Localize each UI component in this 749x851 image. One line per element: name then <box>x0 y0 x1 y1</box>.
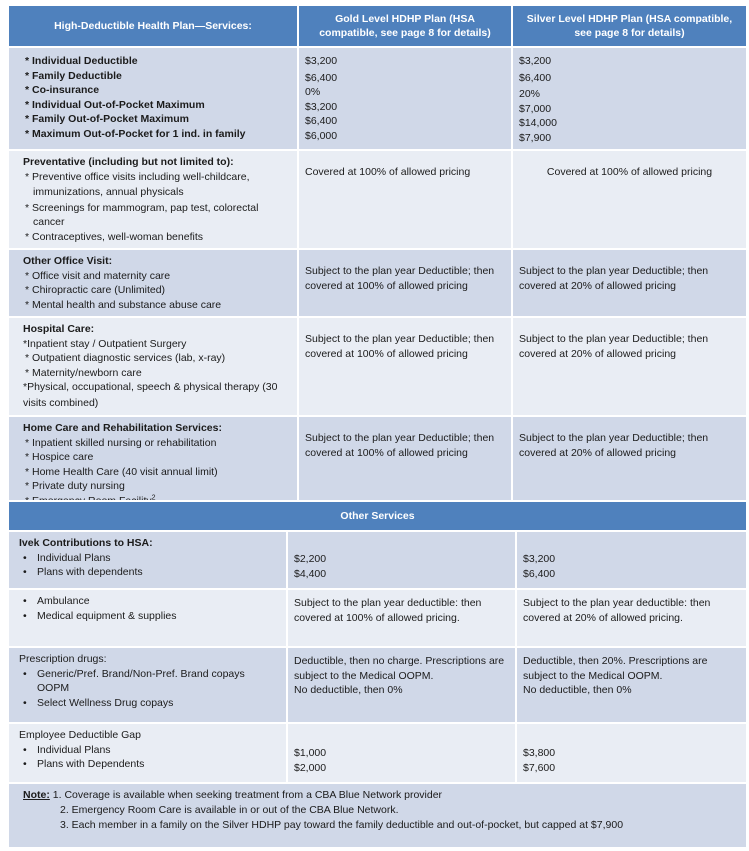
header-gold-plan: Gold Level HDHP Plan (HSA compatible, see page 8 for details) <box>298 5 512 47</box>
gold-family-deductible: $6,400 <box>305 71 338 84</box>
gold-rx-wellness: No deductible, then 0% <box>294 684 403 696</box>
silver-coinsurance: 20% <box>519 88 541 100</box>
list-item: * Mental health and substance abuse care <box>25 298 222 311</box>
list-item: * Preventive office visits including well-childcare, immunizations, annual physicals <box>25 170 250 198</box>
list-item: • Generic/Pref. Brand/Non-Pref. Brand copays OOPM <box>19 667 278 696</box>
list-item: * Home Health Care (40 visit annual limit) <box>25 465 218 478</box>
list-item: * Co-insurance <box>25 84 100 96</box>
row-prescription-drugs <box>8 647 747 723</box>
list-item: • Individual Plans <box>19 551 278 566</box>
silver-gap-dependents: $7,600 <box>523 761 556 774</box>
section-title: Employee Deductible Gap <box>19 729 141 741</box>
list-item: * Individual Out-of-Pocket Maximum <box>25 98 205 111</box>
silver-max-oop-one-individual: $7,900 <box>519 131 552 144</box>
gold-hsa-individual: $2,200 <box>294 553 327 565</box>
header-services: High-Deductible Health Plan—Services: <box>8 5 298 47</box>
hdhp-services-table <box>7 4 748 514</box>
home-care-gold: Subject to the plan year Deductible; then covered at 100% of allowed pricing <box>298 416 512 513</box>
ambulance-silver: Subject to the plan year deductible: then covered at 20% of allowed pricing. <box>516 589 747 647</box>
office-visit-silver: Subject to the plan year Deductible; then covered at 20% of allowed pricing <box>512 249 747 317</box>
gold-rx-text: Deductible, then no charge. Prescriptions are subject to the Medical OOPM. <box>294 655 505 682</box>
ambulance-services <box>8 589 287 647</box>
gold-gap-dependents: $2,000 <box>294 761 327 774</box>
note-line-3: 3. Each member in a family on the Silver HDHP pay toward the family deductible and out-of-pocket, but capped at $7,900 <box>60 819 624 831</box>
list-item: * Outpatient diagnostic services (lab, x-ray) <box>25 352 226 364</box>
ambulance-gold: Subject to the plan year deductible: then covered at 100% of allowed pricing. <box>287 589 516 647</box>
hsa-contributions-services <box>8 531 287 589</box>
note-line-2: 2. Emergency Room Care is available in or out of the CBA Blue Network. <box>60 804 399 816</box>
list-item: * Contraceptives, well-woman benefits <box>25 230 203 243</box>
header-other-services: Other Services <box>8 501 747 531</box>
row-preventative <box>8 150 747 249</box>
section-title: Preventative (including but not limited to): <box>23 156 234 168</box>
list-item: • Plans with dependents <box>19 565 278 580</box>
hsa-silver <box>516 531 747 589</box>
hospital-care-services <box>8 317 298 416</box>
office-visit-gold: Subject to the plan year Deductible; then covered at 100% of allowed pricing <box>298 249 512 317</box>
silver-gap-individual: $3,800 <box>523 747 556 759</box>
office-visit-services <box>8 249 298 317</box>
header-silver-plan: Silver Level HDHP Plan (HSA compatible, see page 8 for details) <box>512 5 747 47</box>
silver-rx-text: Deductible, then 20%. Prescriptions are subject to the Medical OOPM. <box>523 655 708 682</box>
note-line-1 <box>23 788 738 803</box>
list-item: • Medical equipment & supplies <box>19 609 278 624</box>
silver-hsa-individual: $3,200 <box>523 553 556 565</box>
preventative-gold: Covered at 100% of allowed pricing <box>298 150 512 249</box>
gold-family-oop-max: $6,400 <box>305 115 338 127</box>
prescription-services <box>8 647 287 723</box>
list-item: • Plans with Dependents <box>19 757 278 772</box>
note-label: Note: <box>23 789 50 801</box>
section-title: Prescription drugs: <box>19 653 107 665</box>
list-item: • Select Wellness Drug copays <box>19 696 278 711</box>
row-office-visit <box>8 249 747 317</box>
list-item: * Family Deductible <box>25 69 122 82</box>
summary-gold-values <box>298 47 512 150</box>
other-services-table <box>7 500 748 849</box>
silver-hsa-dependents: $6,400 <box>523 567 556 580</box>
gold-gap-individual: $1,000 <box>294 747 327 759</box>
list-item: * Inpatient skilled nursing or rehabilitation <box>25 436 217 449</box>
list-item: *Inpatient stay / Outpatient Surgery <box>23 337 187 350</box>
gold-hsa-dependents: $4,400 <box>294 567 327 580</box>
hospital-care-silver: Subject to the plan year Deductible; then covered at 20% of allowed pricing <box>512 317 747 416</box>
row-notes <box>8 783 747 848</box>
row-ambulance <box>8 589 747 647</box>
gold-max-oop-one-individual: $6,000 <box>305 129 338 142</box>
row-home-care <box>8 416 747 513</box>
hospital-care-gold: Subject to the plan year Deductible; then covered at 100% of allowed pricing <box>298 317 512 416</box>
prescription-gold <box>287 647 516 723</box>
row-summary <box>8 47 747 150</box>
prescription-silver <box>516 647 747 723</box>
deductible-gap-services <box>8 723 287 783</box>
silver-individual-oop-max: $7,000 <box>519 102 552 115</box>
silver-individual-deductible: $3,200 <box>519 55 552 67</box>
summary-silver-values <box>512 47 747 150</box>
list-item: • Individual Plans <box>19 743 278 758</box>
deductible-gap-silver <box>516 723 747 783</box>
footnote-mark: 2 <box>151 494 156 501</box>
list-item: • Ambulance <box>19 594 278 609</box>
list-item: * Maternity/newborn care <box>25 366 142 379</box>
section-title: Other Office Visit: <box>23 255 113 267</box>
list-item: * Individual Deductible <box>25 55 138 67</box>
list-item: * Hospice care <box>25 451 94 463</box>
hsa-gold <box>287 531 516 589</box>
notes <box>8 783 747 848</box>
list-item: * Family Out-of-Pocket Maximum <box>25 113 189 125</box>
row-deductible-gap <box>8 723 747 783</box>
row-hospital-care <box>8 317 747 416</box>
silver-family-oop-max: $14,000 <box>519 117 557 129</box>
preventative-silver: Covered at 100% of allowed pricing <box>512 150 747 249</box>
gold-individual-deductible: $3,200 <box>305 55 338 67</box>
gold-individual-oop-max: $3,200 <box>305 100 338 113</box>
list-item: * Maximum Out-of-Pocket for 1 ind. in family <box>25 127 246 140</box>
list-item: * Private duty nursing <box>25 480 125 492</box>
section-title: Home Care and Rehabilitation Services: <box>23 422 222 434</box>
gold-coinsurance: 0% <box>305 86 321 98</box>
list-item: * Office visit and maternity care <box>25 269 171 282</box>
silver-family-deductible: $6,400 <box>519 71 552 84</box>
list-item: * Screenings for mammogram, pap test, colorectal cancer <box>25 201 259 228</box>
section-title: Ivek Contributions to HSA: <box>19 537 153 549</box>
home-care-services <box>8 416 298 513</box>
preventative-services <box>8 150 298 249</box>
deductible-gap-gold <box>287 723 516 783</box>
note-text: 1. Coverage is available when seeking treatment from a CBA Blue Network provider <box>52 789 443 801</box>
row-hsa-contributions <box>8 531 747 589</box>
list-item: *Physical, occupational, speech & physical therapy (30 visits combined) <box>23 381 278 409</box>
list-item: * Chiropractic care (Unlimited) <box>25 284 166 296</box>
silver-rx-wellness: No deductible, then 0% <box>523 684 632 696</box>
home-care-silver: Subject to the plan year Deductible; then covered at 20% of allowed pricing <box>512 416 747 513</box>
summary-services <box>8 47 298 150</box>
section-title: Hospital Care: <box>23 323 95 335</box>
